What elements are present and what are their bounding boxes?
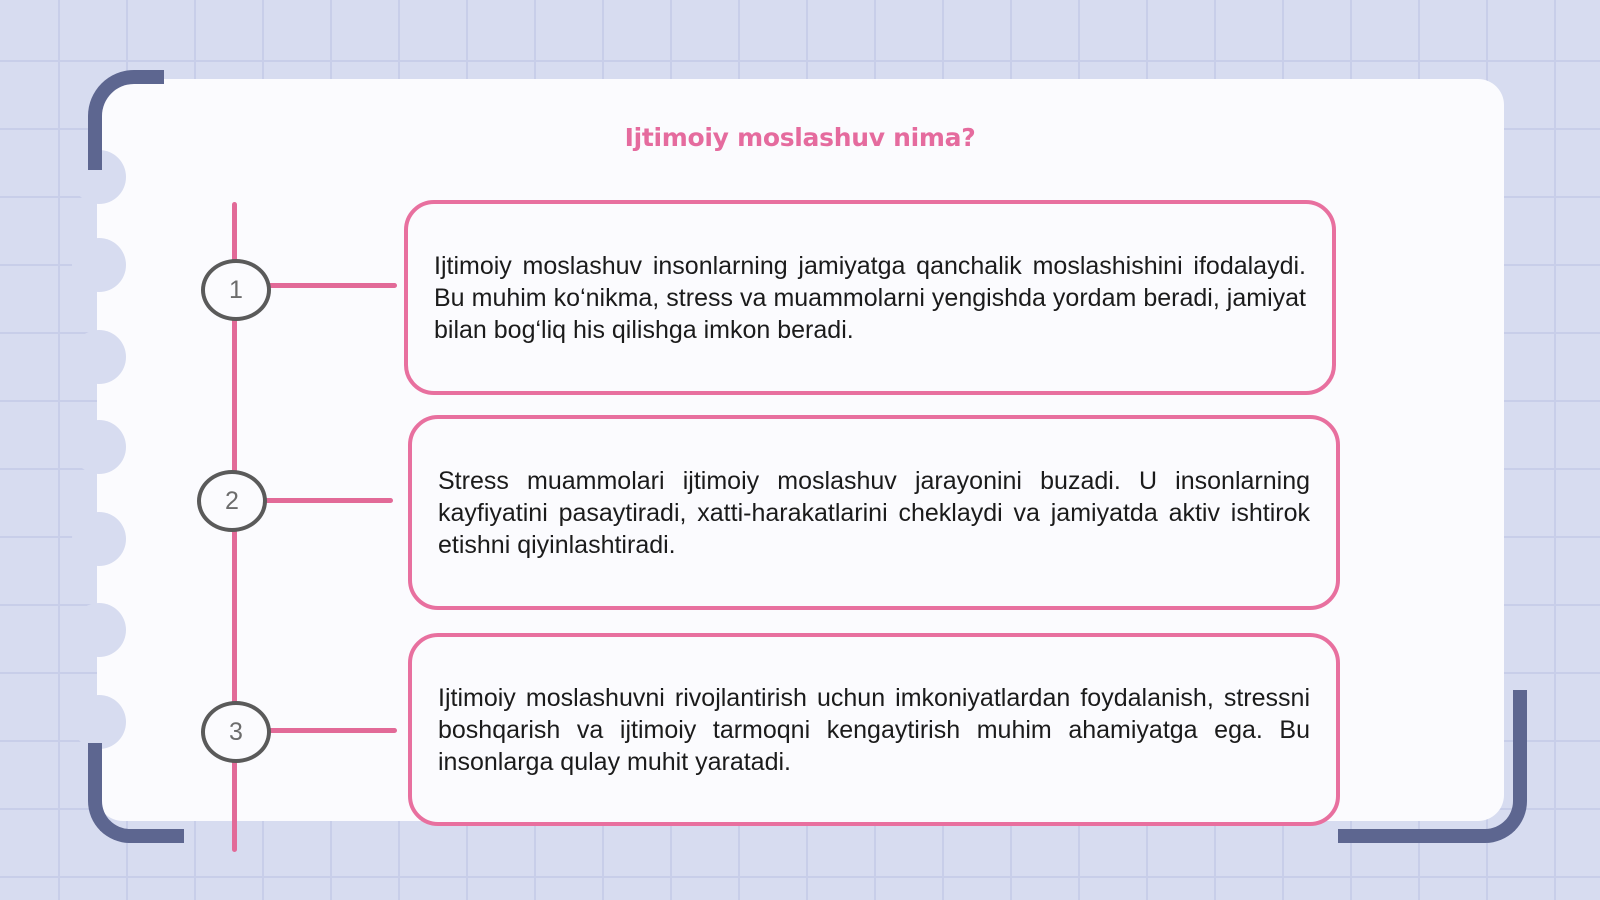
step-number-2: 2 [197, 470, 267, 532]
timeline-connector [262, 498, 393, 503]
info-card-text: Ijtimoiy moslashuv insonlarning jamiyatga qanchalik moslashishini ifodalaydi. Bu muhim ko‘nikma, stress va muammolarni yengishda yordam beradi, jamiyat bilan bog‘liq his qilishga imkon beradi. [434, 251, 1306, 344]
info-card [404, 200, 1336, 395]
info-card-text: Stress muammolari ijtimoiy moslashuv jarayonini buzadi. U insonlarning kayfiyatini pasaytiradi, xatti-harakatlarini cheklaydi va jamiyatda aktiv ishtirok etishni qiyinlashtiradi. [438, 466, 1310, 559]
timeline-connector [266, 728, 397, 733]
binder-hole [72, 695, 126, 749]
binder-hole [72, 420, 126, 474]
info-card [408, 633, 1340, 826]
slide-title: Ijtimoiy moslashuv nima? [624, 123, 976, 152]
step-number-3: 3 [201, 701, 271, 763]
binder-hole [72, 330, 126, 384]
corner-bracket-top-left [88, 70, 164, 170]
corner-bracket-bottom-right [1338, 690, 1527, 843]
binder-hole [72, 512, 126, 566]
info-card [408, 415, 1340, 610]
binder-hole [72, 238, 126, 292]
info-card-text: Ijtimoiy moslashuvni rivojlantirish uchun imkoniyatlardan foydalanish, stressni boshqarish va ijtimoiy tarmoqni kengaytirish muhim ahamiyatga ega. Bu insonlarga qulay muhit yaratadi. [438, 683, 1310, 776]
step-number-1: 1 [201, 259, 271, 321]
corner-bracket-bottom-left [88, 743, 184, 843]
timeline-connector [266, 283, 397, 288]
binder-hole [72, 603, 126, 657]
